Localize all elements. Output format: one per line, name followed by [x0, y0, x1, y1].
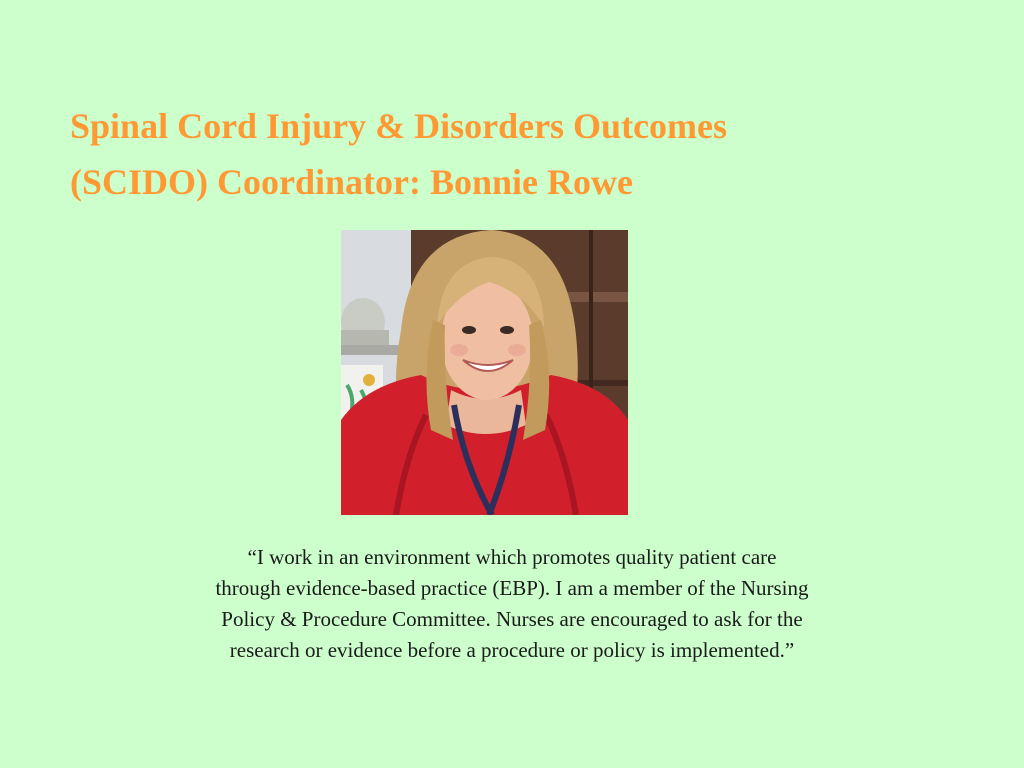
- quote-line-2: through evidence-based practice (EBP). I am a member of the Nursing: [215, 576, 809, 600]
- slide-title: [70, 98, 970, 210]
- quote-line-1: “I work in an environment which promotes quality patient care: [247, 545, 777, 569]
- portrait-photo-icon: [341, 230, 628, 515]
- quote-line-4: research or evidence before a procedure or policy is implemented.”: [229, 638, 795, 662]
- quote-line-3: Policy & Procedure Committee. Nurses are encouraged to ask for the: [221, 607, 803, 631]
- slide-title-line-1: Spinal Cord Injury & Disorders Outcomes: [70, 106, 728, 146]
- slide-title-line-2: (SCIDO) Coordinator: Bonnie Rowe: [70, 162, 633, 202]
- portrait-photo: [341, 230, 628, 515]
- quote-text: [112, 542, 912, 666]
